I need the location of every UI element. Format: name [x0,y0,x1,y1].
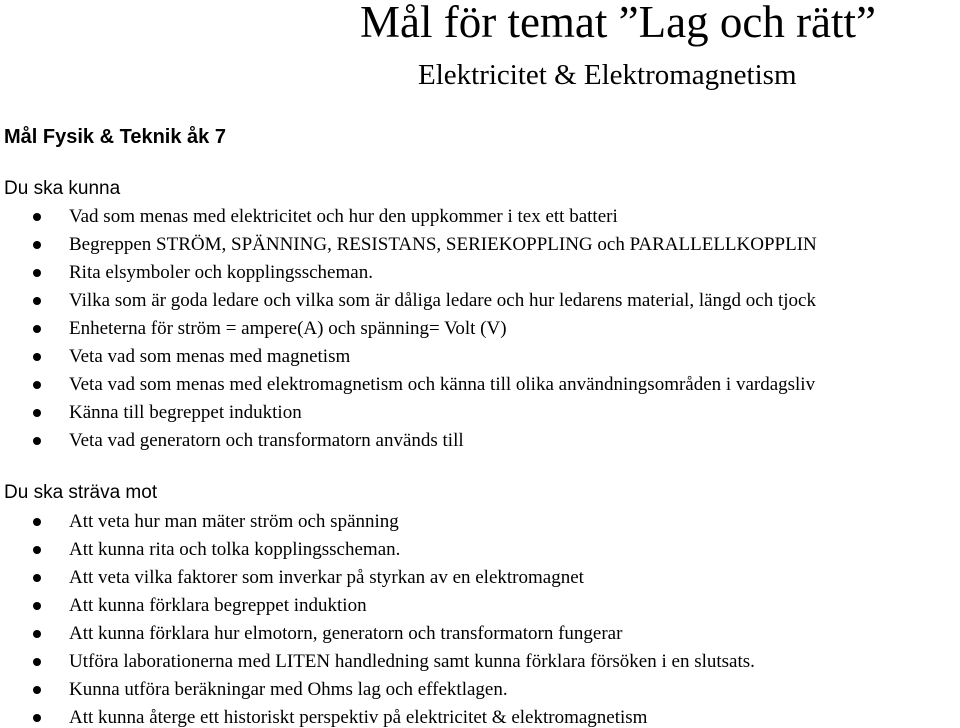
goals-list-du-ska-strava-mot [0,508,960,728]
bullet-icon [33,409,41,417]
section-heading-du-ska-strava-mot: Du ska sträva mot [4,482,158,503]
list-item-text: Att kunna återge ett historiskt perspektiv på elektricitet & elektromagnetism [69,707,648,728]
list-item-text: Att kunna rita och tolka kopplingsscheman. [69,539,401,560]
bullet-icon [33,518,41,526]
list-item-text: Att veta hur man mäter ström och spänning [69,511,399,532]
list-item [0,399,960,427]
list-item [0,315,960,343]
goals-list-du-ska-kunna [0,203,960,455]
bullet-icon [33,714,41,722]
list-item-text: Enheterna för ström = ampere(A) och spänning= Volt (V) [69,318,507,339]
list-item [0,231,960,259]
page-subtitle: Elektricitet & Elektromagnetism [418,59,797,91]
bullet-icon [33,269,41,277]
list-item [0,564,960,592]
bullet-icon [33,381,41,389]
list-item-text: Kunna utföra beräkningar med Ohms lag och effektlagen. [69,679,508,700]
list-item [0,427,960,455]
list-item-text: Utföra laborationerna med LITEN handledning samt kunna förklara försöken i en slutsats. [69,651,755,672]
list-item-text: Vilka som är goda ledare och vilka som är dåliga ledare och hur ledarens material, längd och tjock [69,290,816,311]
bullet-icon [33,658,41,666]
list-item-text: Att kunna förklara hur elmotorn, generatorn och transformatorn fungerar [69,623,623,644]
list-item [0,592,960,620]
bullet-icon [33,574,41,582]
section-heading-du-ska-kunna: Du ska kunna [4,178,121,199]
list-item [0,648,960,676]
bullet-icon [33,437,41,445]
bullet-icon [33,353,41,361]
list-item [0,343,960,371]
list-item-text: Vad som menas med elektricitet och hur den uppkommer i tex ett batteri [69,206,618,227]
list-item [0,508,960,536]
list-item-text: Veta vad som menas med elektromagnetism och känna till olika användningsområden i vardagsliv [69,374,816,395]
list-item-text: Att kunna förklara begreppet induktion [69,595,367,616]
bullet-icon [33,686,41,694]
bullet-icon [33,241,41,249]
list-item [0,676,960,704]
bullet-icon [33,630,41,638]
list-item-text: Veta vad som menas med magnetism [69,346,351,367]
list-item-text: Känna till begreppet induktion [69,402,302,423]
list-item-text: Rita elsymboler och kopplingsscheman. [69,262,373,283]
bullet-icon [33,213,41,221]
page-title: Mål för temat ”Lag och rätt” [360,0,877,47]
list-item-text: Veta vad generatorn och transformatorn används till [69,430,464,451]
list-item [0,704,960,728]
list-item [0,536,960,564]
bullet-icon [33,297,41,305]
list-item-text: Begreppen STRÖM, SPÄNNING, RESISTANS, SERIEKOPPLING och PARALLELLKOPPLIN [69,234,817,255]
bullet-icon [33,602,41,610]
bullet-icon [33,546,41,554]
list-item [0,287,960,315]
list-item [0,203,960,231]
list-item [0,371,960,399]
list-item [0,620,960,648]
course-heading: Mål Fysik & Teknik åk 7 [4,126,226,148]
list-item-text: Att veta vilka faktorer som inverkar på styrkan av en elektromagnet [69,567,584,588]
bullet-icon [33,325,41,333]
list-item [0,259,960,287]
